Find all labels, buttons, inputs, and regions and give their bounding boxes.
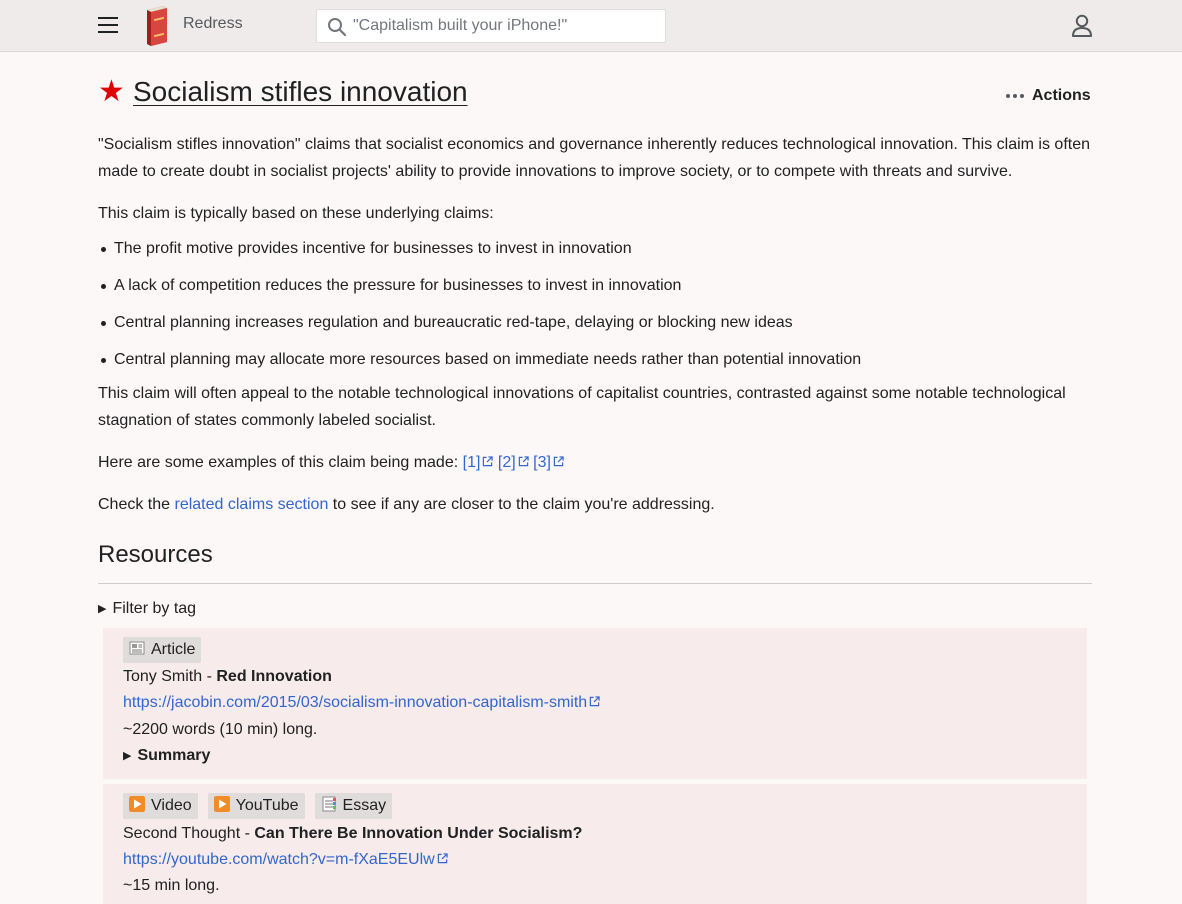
divider xyxy=(98,583,1092,584)
resources-heading: Resources xyxy=(98,541,213,568)
bullet-icon xyxy=(101,321,106,326)
external-link-icon xyxy=(518,456,529,467)
resource-length: ~15 min long. xyxy=(123,877,220,894)
actions-label: Actions xyxy=(1032,87,1091,104)
related-paragraph: Check the related claims section to see if any are closer to the claim you're addressing. xyxy=(98,496,715,513)
resource-author-title: Second Thought - Can There Be Innovation Under Socialism? xyxy=(123,825,583,842)
tag-video[interactable]: Video xyxy=(123,793,198,819)
play-icon xyxy=(214,796,230,812)
menu-icon[interactable] xyxy=(98,17,118,35)
external-link-icon xyxy=(482,456,493,467)
actions-button[interactable] xyxy=(1006,86,1091,106)
summary-toggle[interactable]: ▶ Summary xyxy=(123,747,211,764)
tag-list xyxy=(123,637,201,663)
bullet-icon xyxy=(101,284,106,289)
bookmark-tabs-icon xyxy=(321,796,337,812)
search-icon xyxy=(327,17,347,37)
related-claims-link[interactable]: related claims section xyxy=(174,496,329,513)
bullet-icon xyxy=(101,247,106,252)
resource-length: ~2200 words (10 min) long. xyxy=(123,721,318,738)
tag-youtube[interactable]: YouTube xyxy=(208,793,305,819)
external-link-icon xyxy=(589,696,600,707)
site-name-link[interactable]: Redress xyxy=(183,15,243,32)
underlying-claims-lead: This claim is typically based on these underlying claims: xyxy=(98,205,494,222)
book-logo-icon[interactable] xyxy=(143,4,171,48)
tag-essay[interactable]: Essay xyxy=(315,793,393,819)
intro-paragraph: "Socialism stifles innovation" claims that socialist economics and governance inherently reduces technological innovation. This claim is often made to create doubt in socialist projects' ability to provide innovations to improve society, or to compete with threats and survive. xyxy=(98,136,1091,180)
resource-card xyxy=(103,628,1087,779)
disclosure-triangle-icon: ▶ xyxy=(123,750,132,762)
appeal-paragraph: This claim will often appeal to the notable technological innovations of capitalist countries, contrasted against some notable technological stagnation of states commonly labeled socialist. xyxy=(98,385,1066,429)
tag-article[interactable]: Article xyxy=(123,637,201,663)
search-input[interactable] xyxy=(353,10,653,42)
resource-card xyxy=(103,784,1087,904)
resource-author-title: Tony Smith - Red Innovation xyxy=(123,668,332,685)
search-box[interactable] xyxy=(316,9,666,43)
example-link-2[interactable]: [2] xyxy=(498,454,529,471)
examples-lead: Here are some examples of this claim being made: xyxy=(98,454,459,471)
play-icon xyxy=(129,796,145,812)
bullet-icon xyxy=(101,358,106,363)
page-title: Socialism stifles innovation xyxy=(133,76,468,107)
top-bar xyxy=(0,0,1182,52)
external-link-icon xyxy=(553,456,564,467)
example-link-3[interactable]: [3] xyxy=(533,454,564,471)
newspaper-icon xyxy=(129,640,145,656)
external-link-icon xyxy=(437,853,448,864)
disclosure-triangle-icon: ▶ xyxy=(98,603,107,615)
featured-star-icon: ★ xyxy=(98,75,125,108)
resource-title: Can There Be Innovation Under Socialism? xyxy=(254,825,583,842)
ellipsis-icon xyxy=(1006,94,1024,98)
resource-url-link[interactable]: https://jacobin.com/2015/03/socialism-innovation-capitalism-smith xyxy=(123,694,600,711)
filter-by-tag-toggle[interactable]: ▶ Filter by tag xyxy=(98,600,197,617)
resource-title: Red Innovation xyxy=(216,668,332,685)
user-icon[interactable] xyxy=(1071,14,1093,38)
tag-list xyxy=(123,793,392,819)
examples-paragraph xyxy=(98,449,564,476)
resource-url-link[interactable]: https://youtube.com/watch?v=m-fXaE5EUlw xyxy=(123,851,448,868)
example-link-1[interactable]: [1] xyxy=(463,454,494,471)
